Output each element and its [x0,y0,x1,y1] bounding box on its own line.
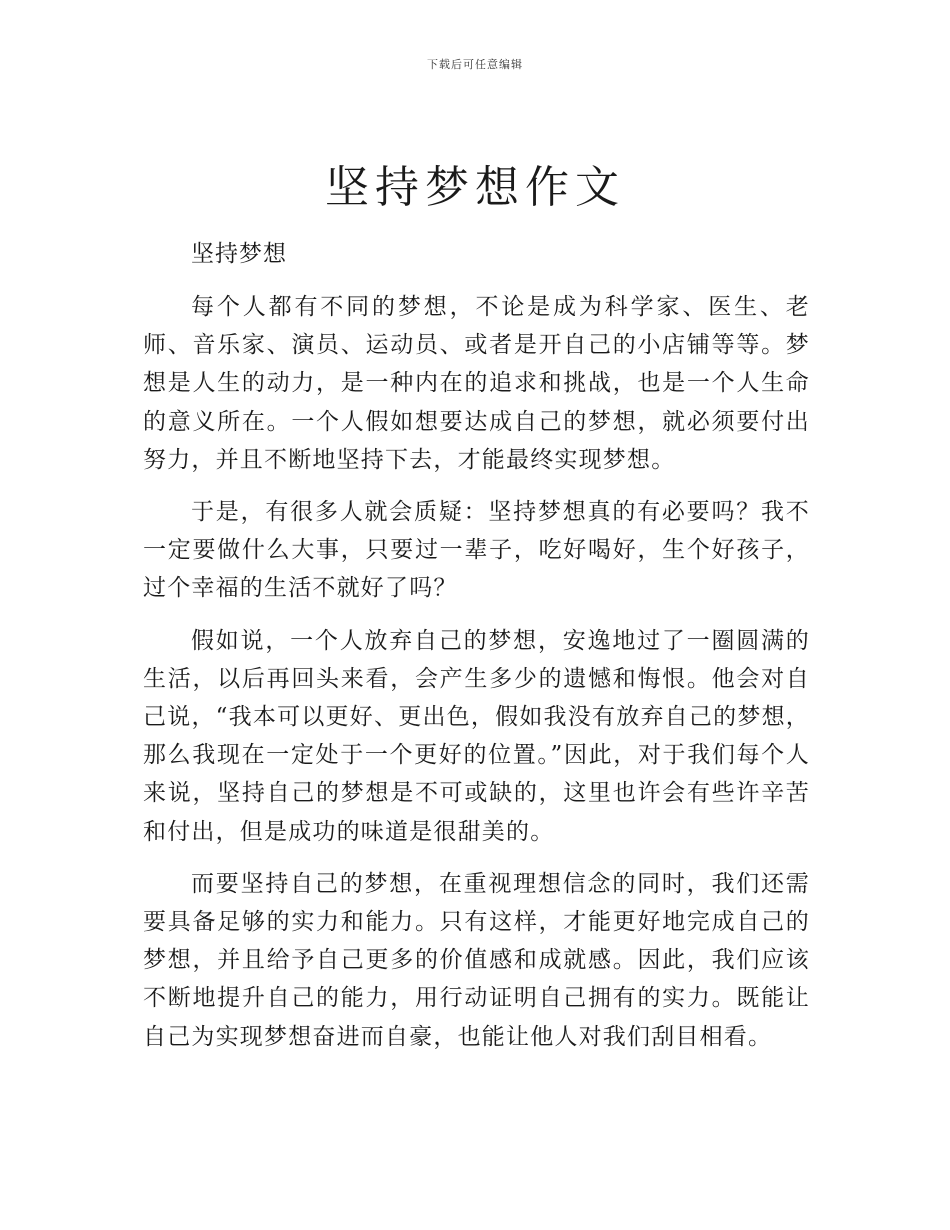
header-note: 下载后可任意编辑 [427,58,523,71]
document-body [143,234,810,1056]
paragraph-2: 于是，有很多人就会质疑：坚持梦想真的有必要吗？我不一定要做什么大事，只要过一辈子，吃好喝好，生个好孩子，过个幸福的生活不就好了吗？ [143,499,810,602]
document-title: 坚持梦想作文 [325,162,625,213]
paragraph-4: 而要坚持自己的梦想，在重视理想信念的同时，我们还需要具备足够的实力和能力。只有这样，才能更好地完成自己的梦想，并且给予自己更多的价值感和成就感。因此，我们应该不断地提升自己的能力，用行动证明自己拥有的实力。既能让自己为实现梦想奋进而自豪，也能让他人对我们刮目相看。 [143,870,810,1050]
paragraph-3: 假如说，一个人放弃自己的梦想，安逸地过了一圈圆满的生活，以后再回头来看，会产生多少的遗憾和悔恨。他会对自己说，“我本可以更好、更出色，假如我没有放弃自己的梦想，那么我现在一定处于一个更好的位置。”因此，对于我们每个人来说，坚持自己的梦想是不可或缺的，这里也许会有些许辛苦和付出，但是成功的味道是很甜美的。 [143,627,810,845]
paragraph-1: 每个人都有不同的梦想，不论是成为科学家、医生、老师、音乐家、演员、运动员、或者是开自己的小店铺等等。梦想是人生的动力，是一种内在的追求和挑战，也是一个人生命的意义所在。一个人假如想要达成自己的梦想，就必须要付出努力，并且不断地坚持下去，才能最终实现梦想。 [143,294,810,473]
document-subtitle: 坚持梦想 [191,241,287,267]
